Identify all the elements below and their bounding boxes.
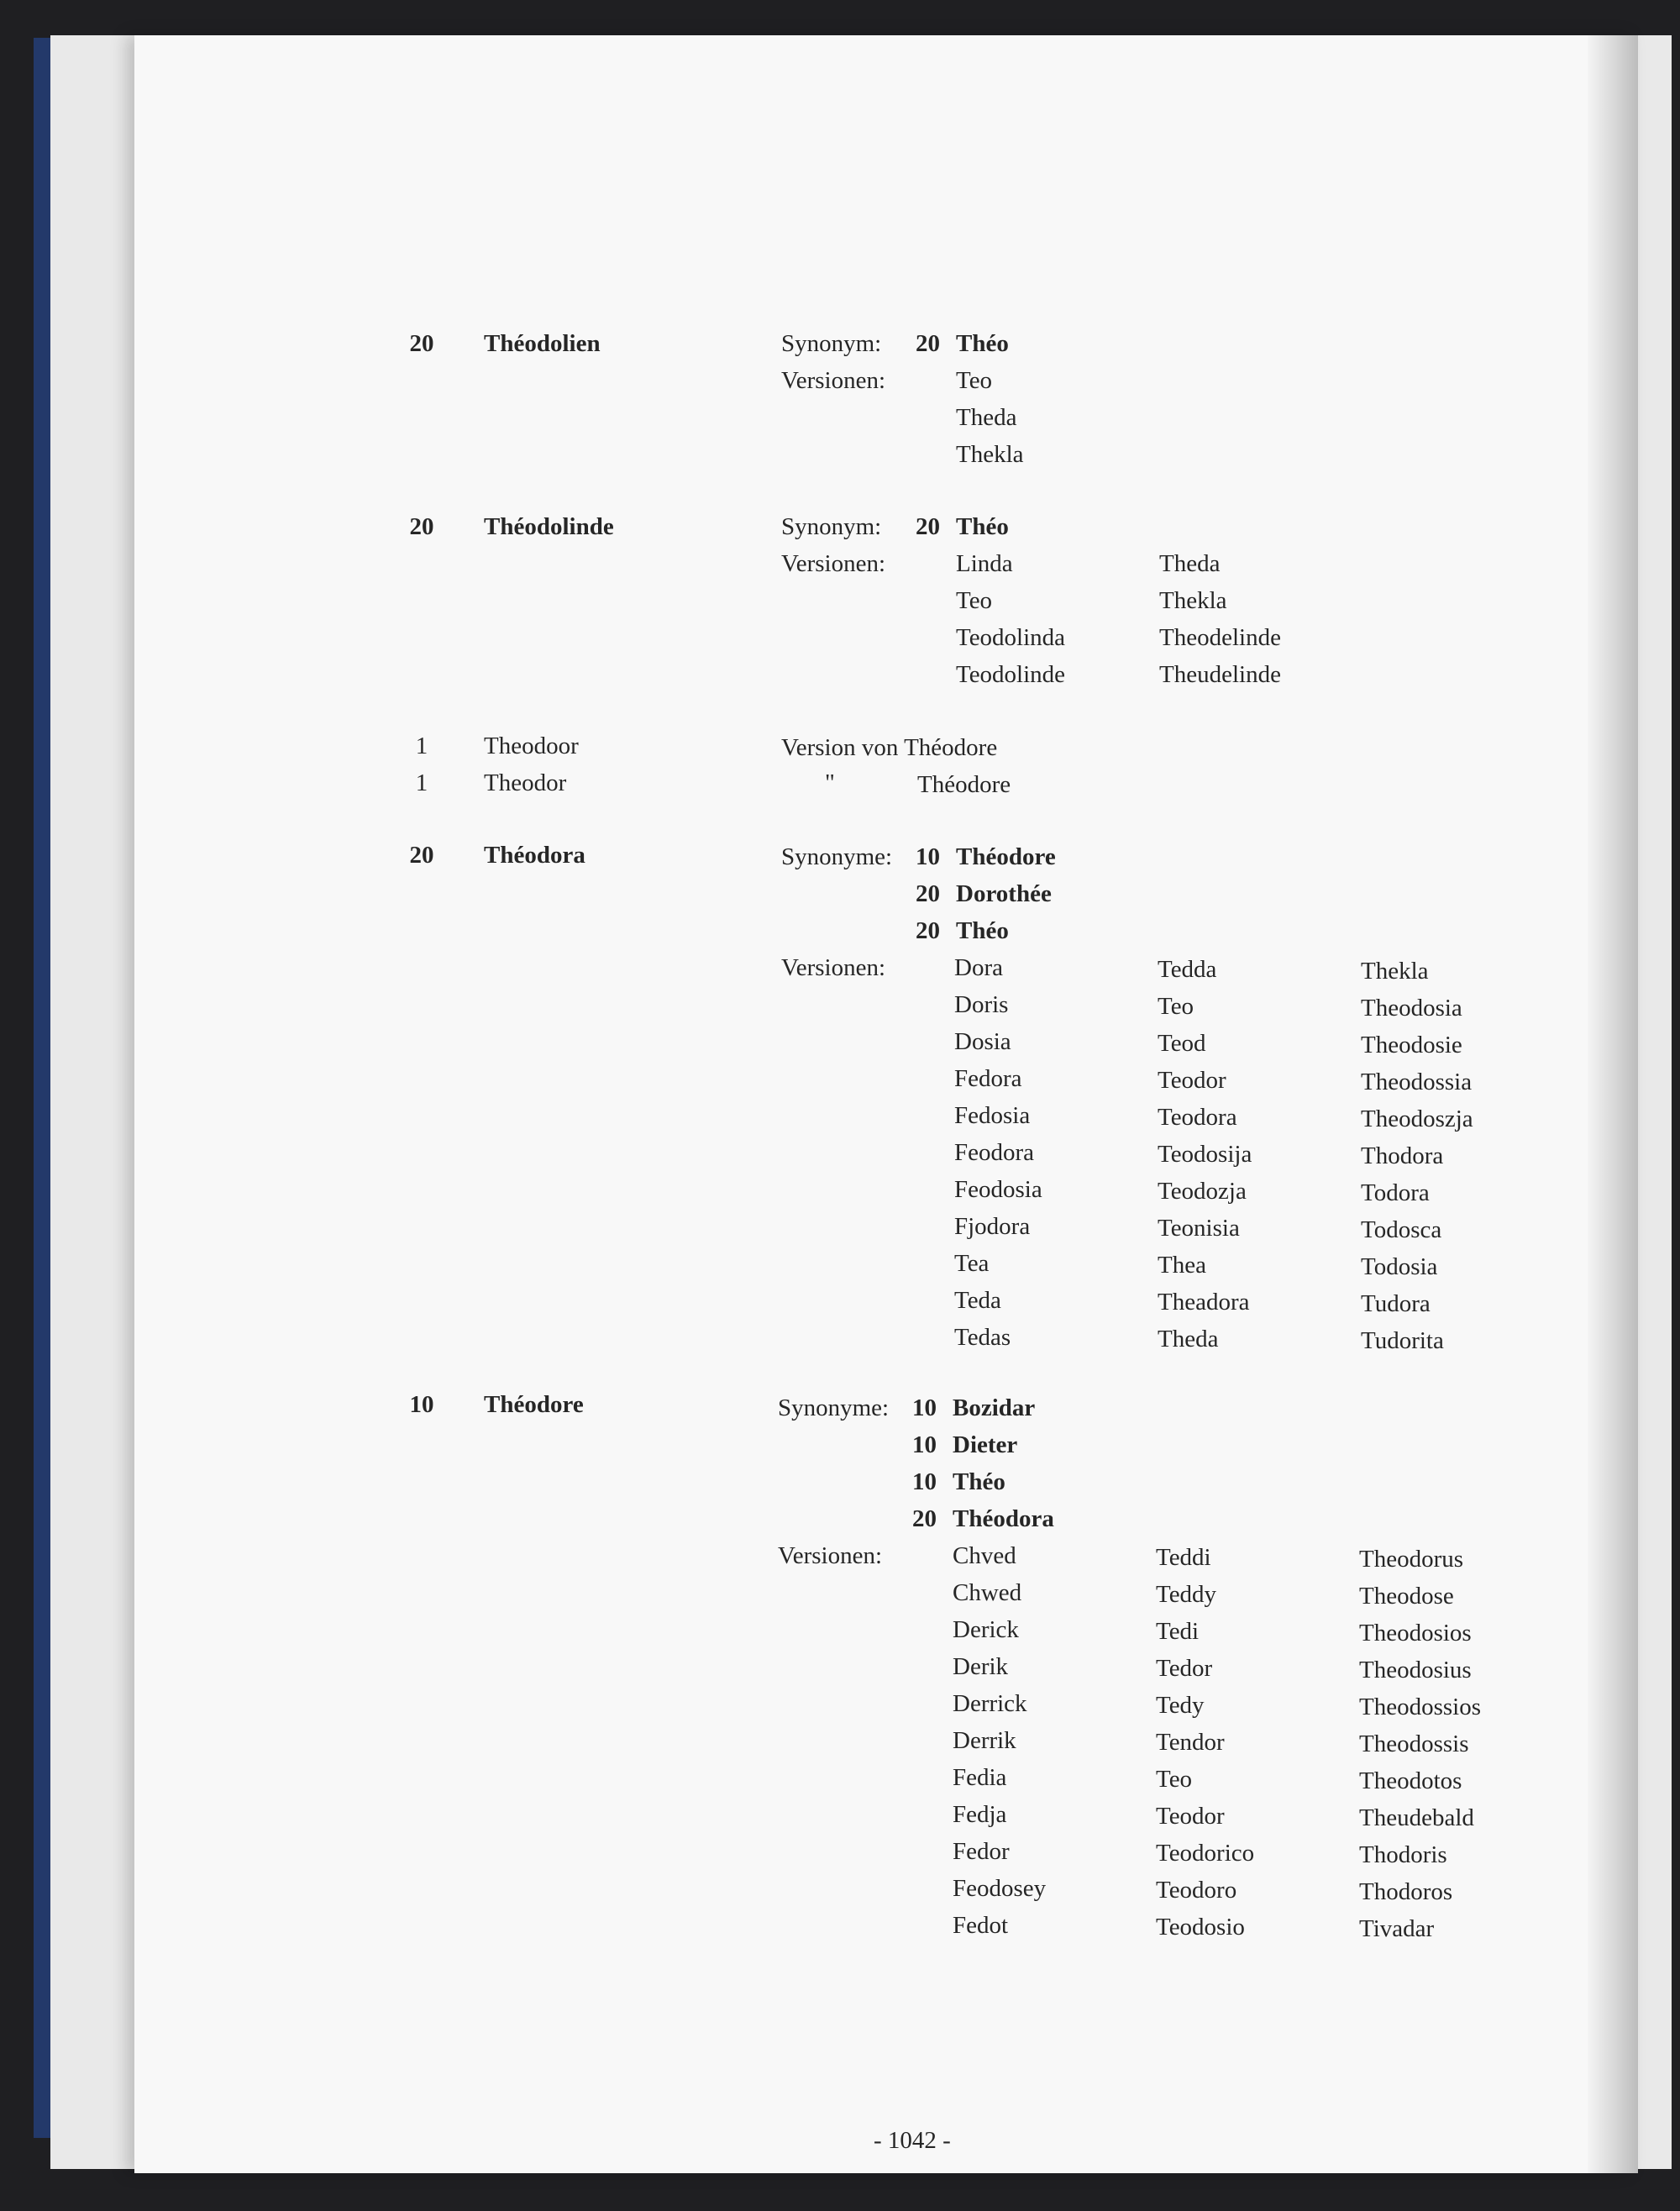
version-name: Teodolinda <box>956 624 1066 651</box>
version-name: Theodose <box>1359 1583 1454 1610</box>
version-name: Theodossis <box>1359 1730 1469 1757</box>
version-name: Theodosios <box>1359 1620 1472 1646</box>
version-name: Fedia <box>953 1764 1007 1791</box>
versions-label: Versionen: <box>778 1542 883 1569</box>
version-name: Linda <box>956 550 1013 577</box>
synonym-frequency: 20 <box>916 917 940 944</box>
version-name: Theda <box>956 404 1017 431</box>
synonym-link[interactable]: Théo <box>956 330 1009 357</box>
version-name: Theadora <box>1158 1289 1250 1316</box>
synonym-link[interactable]: Théo <box>956 513 1009 540</box>
version-name: Fedosia <box>954 1102 1031 1129</box>
version-name: Teod <box>1158 1030 1206 1057</box>
version-name: Thodoros <box>1359 1878 1453 1905</box>
entry-name: Theodoor <box>484 733 579 759</box>
version-name: Tedy <box>1156 1692 1205 1719</box>
version-name: Chved <box>953 1542 1016 1569</box>
version-name: Todosia <box>1361 1253 1438 1280</box>
entry-frequency: 1 <box>415 769 428 796</box>
version-note: Version von Théodore <box>781 734 998 761</box>
version-name: Teonisia <box>1158 1215 1240 1242</box>
version-name: Todosca <box>1361 1216 1442 1243</box>
synonym-link[interactable]: Théodora <box>953 1505 1054 1532</box>
entry-frequency: 20 <box>409 330 434 357</box>
synonym-label: Synonyme: <box>778 1394 890 1421</box>
version-name: Tudorita <box>1361 1327 1444 1354</box>
version-name: Thea <box>1158 1252 1206 1279</box>
version-name: Feodosia <box>954 1176 1042 1203</box>
version-name: Fjodora <box>954 1213 1031 1240</box>
version-name: Teodorico <box>1156 1840 1255 1867</box>
version-name: Tedor <box>1156 1655 1213 1682</box>
version-name: Tedi <box>1156 1618 1200 1645</box>
version-name: Theodorus <box>1359 1546 1464 1573</box>
version-name: Fedora <box>954 1065 1022 1092</box>
version-name: Derik <box>953 1653 1009 1680</box>
synonym-label: Synonym: <box>781 330 882 357</box>
synonym-link[interactable]: Théodore <box>956 843 1056 870</box>
version-name: Feodosey <box>953 1875 1047 1902</box>
entry-frequency: 1 <box>415 733 428 759</box>
versions-label: Versionen: <box>781 954 886 981</box>
entry-name: Théodolien <box>484 330 601 357</box>
version-name: Teodolinde <box>956 661 1066 688</box>
version-name: Fedot <box>953 1912 1009 1939</box>
page-number: - 1042 - <box>874 2127 951 2154</box>
version-name: Teodozja <box>1158 1178 1247 1205</box>
dictionary-page <box>134 35 1638 2173</box>
version-name: Teda <box>954 1287 1001 1314</box>
entry-frequency: 20 <box>409 513 434 540</box>
version-name: Thodora <box>1361 1142 1444 1169</box>
version-name: Teodosija <box>1158 1141 1252 1168</box>
version-name: Teo <box>956 367 993 394</box>
version-name: Teodoro <box>1156 1877 1237 1904</box>
version-name: Derrick <box>953 1690 1027 1717</box>
entry-name: Theodor <box>484 769 567 796</box>
version-name: Derick <box>953 1616 1019 1643</box>
version-name: Chwed <box>953 1579 1022 1606</box>
version-name: Theodosius <box>1359 1657 1472 1683</box>
version-name: Thodoris <box>1359 1841 1447 1868</box>
version-name: Doris <box>954 991 1009 1018</box>
entry-name: Théodore <box>484 1391 584 1418</box>
synonym-label: Synonym: <box>781 513 882 540</box>
version-note: Théodore <box>917 771 1011 798</box>
version-name: Tedas <box>954 1324 1011 1351</box>
version-name: Teo <box>1158 993 1194 1020</box>
synonym-frequency: 20 <box>916 513 940 540</box>
version-name: Todora <box>1361 1179 1430 1206</box>
entry-name: Théodolinde <box>484 513 614 540</box>
version-name: Theodosie <box>1361 1032 1462 1058</box>
entry-name: Théodora <box>484 842 585 869</box>
version-name: Thekla <box>1159 587 1227 614</box>
version-name: Teodosio <box>1156 1914 1245 1941</box>
synonym-frequency: 20 <box>916 880 940 907</box>
versions-label: Versionen: <box>781 367 886 394</box>
version-name: Theodotos <box>1359 1767 1462 1794</box>
version-name: Teodor <box>1156 1803 1225 1830</box>
synonym-frequency: 20 <box>916 330 940 357</box>
version-name: Feodora <box>954 1139 1035 1166</box>
synonym-link[interactable]: Dieter <box>953 1431 1018 1458</box>
version-name: Theda <box>1158 1326 1219 1352</box>
synonym-frequency: 10 <box>912 1394 937 1421</box>
entry-frequency: 20 <box>409 842 434 869</box>
version-name: Tendor <box>1156 1729 1225 1756</box>
version-name: Dosia <box>954 1028 1011 1055</box>
version-name: Thekla <box>956 441 1024 468</box>
synonym-link[interactable]: Dorothée <box>956 880 1052 907</box>
versions-label: Versionen: <box>781 550 886 577</box>
version-name: Tea <box>954 1250 990 1277</box>
synonym-label: Synonyme: <box>781 843 893 870</box>
version-name: Tivadar <box>1359 1915 1435 1942</box>
version-name: Theodelinde <box>1159 624 1281 651</box>
synonym-link[interactable]: Théo <box>956 917 1009 944</box>
version-name: Tudora <box>1361 1290 1431 1317</box>
version-name: Teo <box>956 587 993 614</box>
version-name: Fedja <box>953 1801 1007 1828</box>
version-name: Theodossia <box>1361 1069 1473 1095</box>
version-name: Dora <box>954 954 1003 981</box>
synonym-frequency: 10 <box>916 843 940 870</box>
version-name: Teodora <box>1158 1104 1237 1131</box>
version-name: Theda <box>1159 550 1221 577</box>
version-name: Teo <box>1156 1766 1193 1793</box>
version-name: Teddi <box>1156 1544 1211 1571</box>
version-name: Theudelinde <box>1159 661 1281 688</box>
ditto-mark: " <box>825 769 835 796</box>
synonym-frequency: 20 <box>912 1505 937 1532</box>
version-name: Teodor <box>1158 1067 1226 1094</box>
version-name: Theudebald <box>1359 1804 1474 1831</box>
page-spine-edge <box>1588 35 1638 2173</box>
synonym-frequency: 10 <box>912 1431 937 1458</box>
version-name: Teddy <box>1156 1581 1217 1608</box>
version-name: Derrik <box>953 1727 1016 1754</box>
synonym-frequency: 10 <box>912 1468 937 1495</box>
version-name: Theodossios <box>1359 1694 1481 1720</box>
synonym-link[interactable]: Bozidar <box>953 1394 1036 1421</box>
version-name: Theodosia <box>1361 995 1462 1021</box>
version-name: Tedda <box>1158 956 1217 983</box>
synonym-link[interactable]: Théo <box>953 1468 1005 1495</box>
version-name: Theodoszja <box>1361 1106 1473 1132</box>
version-name: Fedor <box>953 1838 1010 1865</box>
entry-frequency: 10 <box>409 1391 434 1418</box>
version-name: Thekla <box>1361 958 1429 985</box>
